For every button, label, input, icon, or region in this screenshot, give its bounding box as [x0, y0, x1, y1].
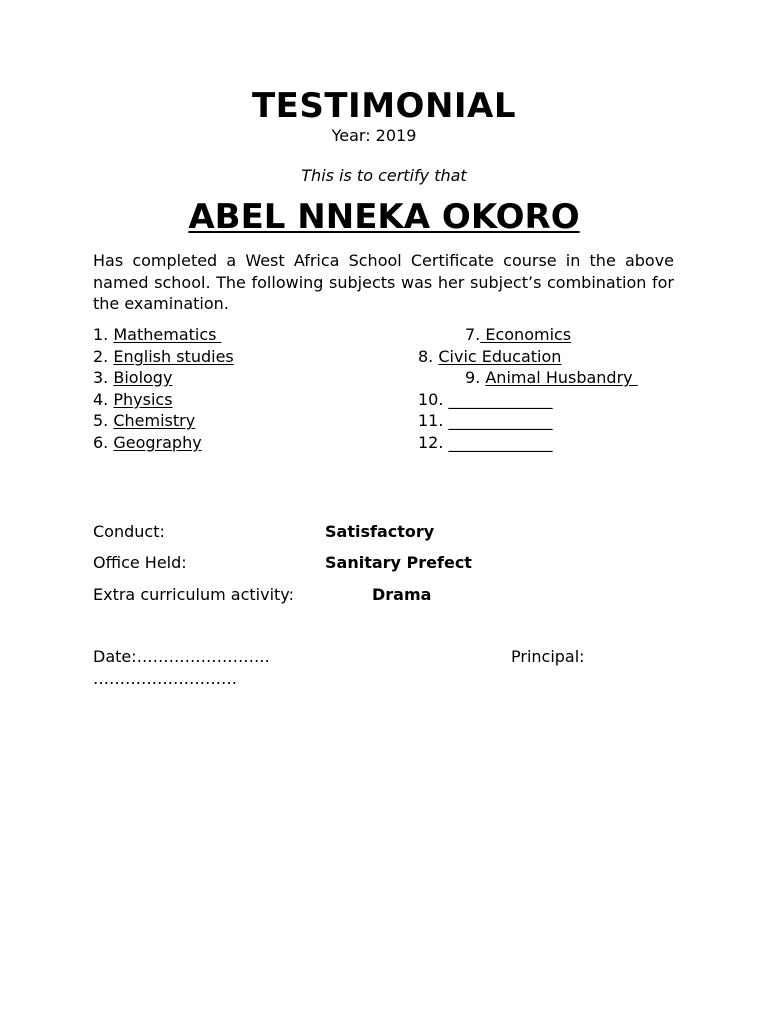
subject-item-3	[93, 368, 172, 388]
subject-number: 9.	[465, 368, 486, 387]
subject-number: 3.	[93, 368, 114, 387]
subject-item-1	[93, 325, 222, 345]
subject-blank: _____________	[448, 389, 553, 409]
subject-name: Chemistry	[113, 411, 196, 430]
date-line: Date:…………………….	[93, 647, 270, 666]
student-name-text: ABEL NNEKA OKORO	[188, 197, 580, 237]
subject-item-12	[418, 433, 553, 453]
subject-number: 4.	[93, 389, 114, 409]
subject-item-5	[93, 411, 195, 431]
office-value: Sanitary Prefect	[325, 553, 472, 572]
subject-item-11	[418, 411, 553, 431]
subject-name: Biology	[113, 368, 173, 387]
subject-item-9	[465, 368, 638, 388]
subject-number: 12.	[418, 432, 449, 452]
document-title: TESTIMONIAL	[251, 86, 517, 126]
subject-blank: _____________	[448, 411, 553, 430]
subject-item-2	[93, 347, 234, 367]
extra-curriculum-label: Extra curriculum activity:	[93, 585, 294, 604]
subject-item-10	[418, 390, 553, 410]
principal-label: Principal:	[511, 647, 585, 666]
subject-number: 10.	[418, 389, 449, 409]
subject-number: 5.	[93, 411, 114, 430]
subject-name: Animal Husbandry	[485, 368, 638, 387]
subject-name: Mathematics	[113, 325, 222, 344]
subject-name: Physics	[113, 389, 173, 409]
subject-number: 11.	[418, 411, 449, 430]
subject-name: Civic Education	[438, 346, 562, 366]
office-label: Office Held:	[93, 553, 187, 572]
subject-item-7	[465, 325, 571, 345]
subject-number: 2.	[93, 346, 114, 366]
subject-number: 7.	[465, 325, 481, 344]
subject-item-6	[93, 433, 202, 453]
subject-number: 8.	[418, 346, 439, 366]
extra-curriculum-value: Drama	[372, 585, 432, 604]
year-line: Year: 2019	[331, 126, 417, 145]
subject-blank: _____________	[448, 432, 553, 452]
principal-signature-line: ………………………	[93, 669, 237, 688]
subject-name: Geography	[113, 432, 202, 452]
certify-line: This is to certify that	[301, 166, 467, 185]
conduct-value: Satisfactory	[325, 522, 435, 541]
subject-item-4	[93, 390, 173, 410]
subject-number: 6.	[93, 432, 114, 452]
body-paragraph: Has completed a West Africa School Certificate course in the above named school. The following subjects was her subject’s combination for the examination.	[93, 251, 674, 313]
subject-number: 1.	[93, 325, 114, 344]
subject-item-8	[418, 347, 561, 367]
student-name	[0, 196, 768, 238]
subject-name: Economics	[480, 325, 572, 344]
subject-name: English studies	[113, 346, 234, 366]
conduct-label: Conduct:	[93, 522, 165, 541]
